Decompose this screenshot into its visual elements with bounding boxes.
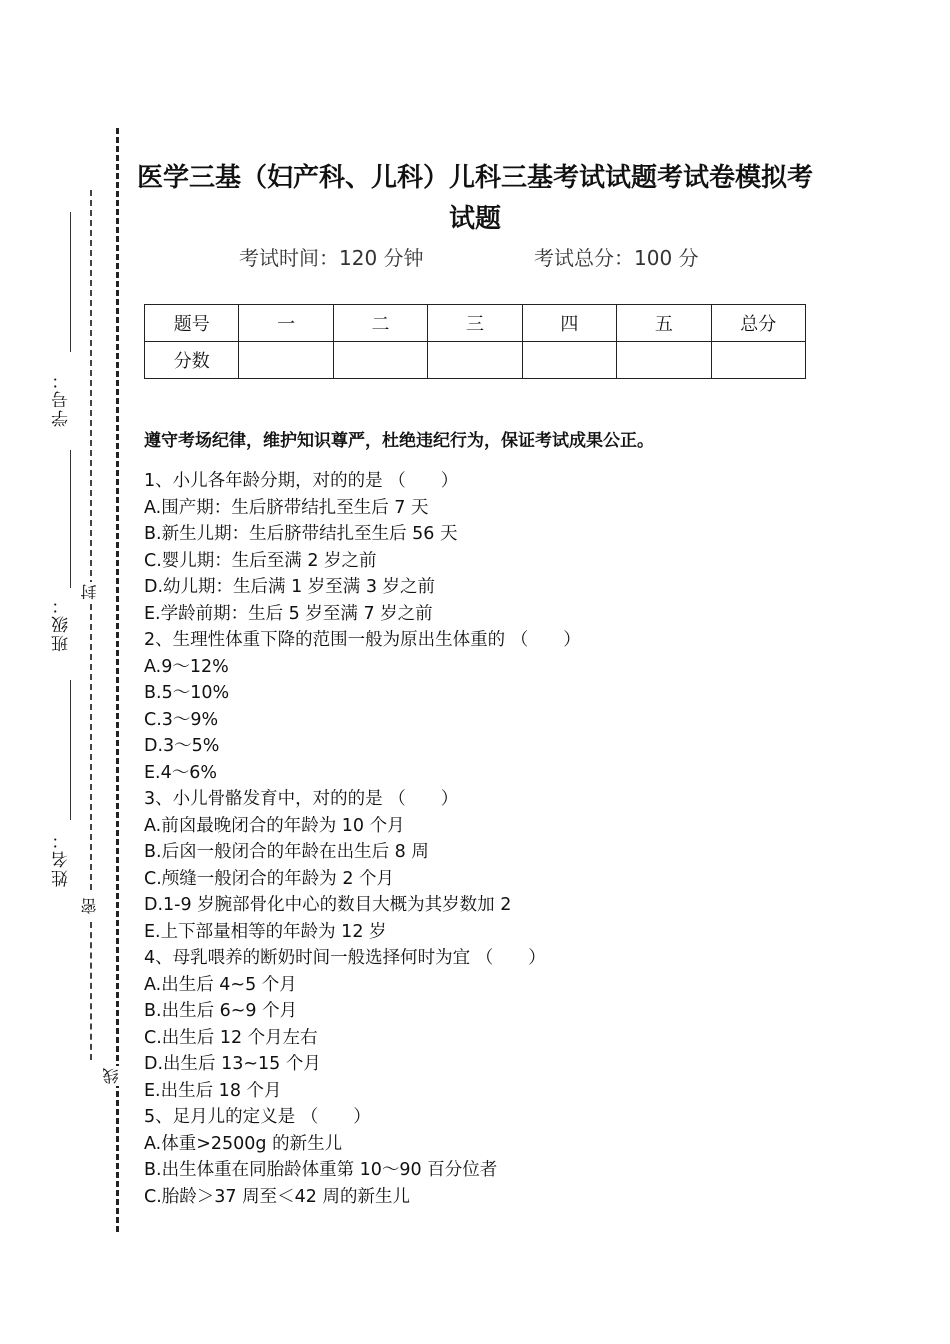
score-header-cell: 三 (428, 305, 522, 342)
question-option: C.婴儿期：生后至满 2 岁之前 (144, 550, 377, 571)
score-cell (239, 342, 333, 379)
question-stem: 3、小儿骨骼发育中，对的的是 （ ） (144, 789, 459, 809)
score-header-cell: 四 (522, 305, 616, 342)
score-header-cell: 五 (617, 305, 711, 342)
question-option: C.出生后 12 个月左右 (144, 1027, 318, 1048)
seal-line-lower (90, 922, 92, 1060)
question-option: E.上下部量相等的年龄为 12 岁 (144, 921, 387, 942)
seal-line-upper (90, 190, 92, 586)
question-stem: 4、母乳喂养的断奶时间一般选择何时为宜 （ ） (144, 948, 546, 968)
question-option: A.体重>2500g 的新生儿 (144, 1133, 343, 1154)
question-option: D.幼儿期：生后满 1 岁至满 3 岁之前 (144, 577, 436, 597)
exam-time: 考试时间：120 分钟 (239, 246, 424, 270)
question-option: A.9～12% (144, 656, 229, 677)
question-option: D.1-9 岁腕部骨化中心的数目大概为其岁数加 2 (144, 895, 512, 915)
question-option: A.围产期：生后脐带结扎至生后 7 天 (144, 497, 429, 518)
score-cell (333, 342, 427, 379)
seal-char-feng: 封 (80, 584, 99, 600)
seal-char-mi: 密 (80, 898, 99, 914)
score-cell (522, 342, 616, 379)
question-stem: 5、足月儿的定义是 （ ） (144, 1107, 371, 1127)
student-id-label: 学号： (52, 370, 72, 427)
question-option: D.3～5% (144, 736, 220, 756)
name-label: 姓名： (52, 830, 72, 887)
score-table-header-row (145, 305, 806, 342)
score-row-label: 分数 (145, 342, 239, 379)
exam-title: 医学三基（妇产科、儿科）儿科三基考试试题考试卷模拟考试题 (136, 163, 813, 234)
question-option: A.前囟最晚闭合的年龄为 10 个月 (144, 815, 405, 836)
question-option: E.4～6% (144, 762, 218, 783)
question-option: D.出生后 13~15 个月 (144, 1054, 321, 1074)
question-option: A.出生后 4~5 个月 (144, 974, 297, 995)
question-option: E.出生后 18 个月 (144, 1080, 282, 1101)
score-cell (711, 342, 805, 379)
score-header-cell: 一 (239, 305, 333, 342)
class-fill-line (70, 450, 71, 588)
question-option: B.新生儿期：生后脐带结扎至生后 56 天 (144, 524, 458, 544)
question-list (144, 468, 824, 1210)
seal-line-middle (90, 604, 92, 890)
question-option: B.后囟一般闭合的年龄在出生后 8 周 (144, 842, 429, 862)
question-option: C.胎龄＞37 周至＜42 周的新生儿 (144, 1186, 410, 1207)
score-header-cell: 题号 (145, 305, 239, 342)
student-id-fill-line (70, 212, 71, 352)
question-option: B.出生后 6~9 个月 (144, 1001, 298, 1021)
seal-char-xian: 线 (102, 1068, 121, 1084)
class-label: 班级： (52, 595, 72, 652)
question-option: B.5～10% (144, 683, 230, 703)
question-stem: 2、生理性体重下降的范围一般为原出生体重的 （ ） (144, 630, 581, 650)
exam-notice: 遵守考场纪律，维护知识尊严，杜绝违纪行为，保证考试成果公正。 (144, 431, 654, 451)
exam-total-score: 考试总分：100 分 (534, 246, 699, 270)
name-fill-line (70, 680, 71, 820)
question-option: C.3～9% (144, 709, 219, 730)
question-option: B.出生体重在同胎龄体重第 10～90 百分位者 (144, 1160, 498, 1180)
score-header-cell: 二 (333, 305, 427, 342)
score-cell (428, 342, 522, 379)
score-table-score-row (145, 342, 806, 379)
question-option: E.学龄前期：生后 5 岁至满 7 岁之前 (144, 603, 433, 624)
score-header-cell: 总分 (711, 305, 805, 342)
question-option: C.颅缝一般闭合的年龄为 2 个月 (144, 868, 395, 889)
score-table (144, 304, 806, 379)
question-stem: 1、小儿各年龄分期，对的的是 （ ） (144, 471, 459, 491)
score-cell (617, 342, 711, 379)
